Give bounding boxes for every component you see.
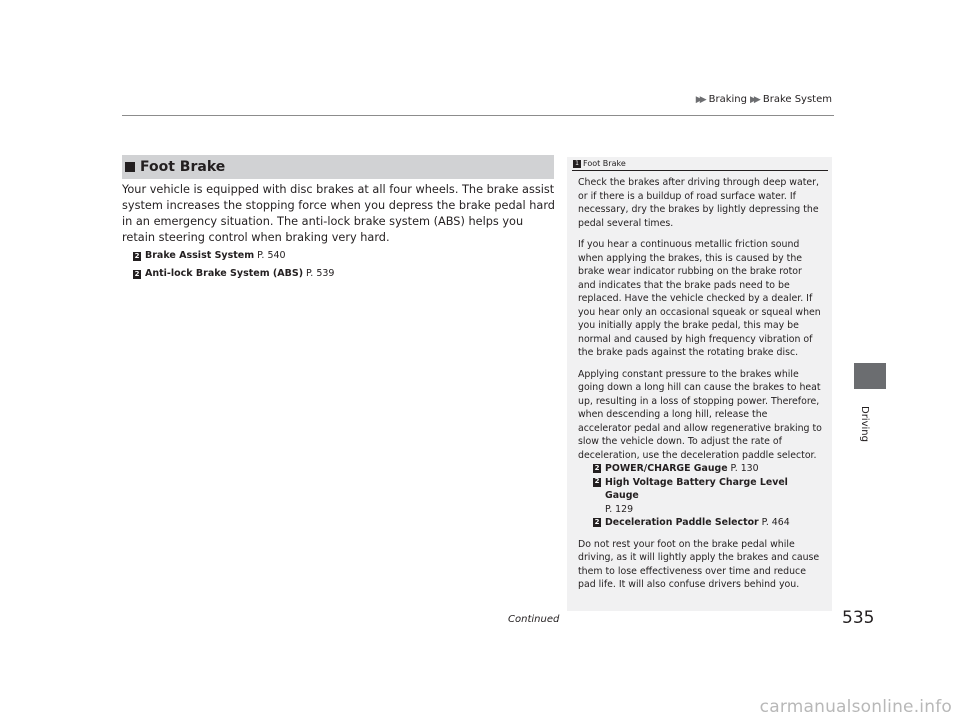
- xref-label: Brake Assist System: [145, 250, 255, 261]
- section-label: Driving: [859, 406, 870, 442]
- note-xref-paddle-selector[interactable]: [593, 516, 822, 530]
- xref-brake-assist[interactable]: [133, 249, 558, 263]
- xref-arrow-icon: 2: [594, 477, 600, 486]
- xref-page: P. 464: [761, 517, 790, 528]
- xref-arrow-icon: 2: [134, 252, 140, 260]
- continued-label: Continued: [508, 614, 560, 625]
- body-content: [122, 182, 558, 281]
- note-body: [578, 176, 822, 592]
- breadcrumb-brake-system[interactable]: Brake System: [762, 94, 832, 105]
- note-paragraph-1: Check the brakes after driving through deep water, or if there is a buildup of road surface water. If necessary, dry the brakes by lightly depressing the pedal several times.: [578, 177, 819, 229]
- xref-label: POWER/CHARGE Gauge: [605, 463, 728, 474]
- note-sidebar: [567, 157, 832, 611]
- breadcrumb: [695, 94, 832, 105]
- xref-page: P. 539: [306, 268, 335, 279]
- section-tab: [854, 363, 886, 389]
- page-number: 535: [842, 608, 875, 628]
- body-paragraph: Your vehicle is equipped with disc brakes at all four wheels. The brake assist system increases the stopping force when you depress the brake pedal hard in an emergency situation. The anti-lock brake system (ABS) helps you retain steering control when braking very hard.: [122, 183, 555, 244]
- xref-label: Anti-lock Brake System (ABS): [145, 268, 304, 279]
- watermark: carmanualsonline.info: [759, 697, 952, 717]
- xref-page: P. 129: [605, 503, 634, 515]
- heading-square-icon: [125, 162, 135, 172]
- xref-page: P. 130: [730, 463, 759, 474]
- note-xref-battery-gauge[interactable]: [593, 476, 822, 517]
- note-title: [573, 157, 832, 170]
- note-marker-icon: 1: [573, 160, 581, 168]
- breadcrumb-arrow-icon: ▶▶: [695, 94, 704, 105]
- note-title-text: Foot Brake: [583, 159, 626, 168]
- note-rule: [572, 170, 828, 171]
- header-rule: [122, 115, 834, 116]
- xref-arrow-icon: 2: [594, 463, 600, 472]
- note-paragraph-3: Applying constant pressure to the brakes while going down a long hill can cause the brakes to heat up, resulting in a loss of stopping power. Therefore, when descending a long hill, release the accelerator pedal and allow regenerative braking to slow the vehicle down. To adjust the rate of deceleration, use the deceleration paddle selector.: [578, 368, 822, 461]
- xref-arrow-icon: 2: [134, 270, 140, 278]
- xref-page: P. 540: [257, 250, 286, 261]
- xref-arrow-icon: 2: [594, 517, 600, 526]
- xref-abs[interactable]: [133, 267, 558, 281]
- xref-label: High Voltage Battery Charge Level Gauge: [605, 476, 788, 501]
- note-paragraph-4: Do not rest your foot on the brake pedal while driving, as it will lightly apply the brakes and cause them to lose effectiveness over time and reduce pad life. It will also confuse drivers behind you.: [578, 538, 820, 590]
- note-xref-power-charge[interactable]: [593, 462, 822, 476]
- note-paragraph-2: If you hear a continuous metallic friction sound when applying the brakes, this is caused by the brake wear indicator rubbing on the brake rotor and indicates that the brake pads need to be replaced. Have the vehicle checked by a dealer. If you hear only an occasional squeak or squeal when you initially apply the brake pedal, this may be normal and caused by high frequency vibration of the brake pads against the rotating brake disc.: [578, 239, 821, 358]
- breadcrumb-arrow-icon: ▶▶: [750, 94, 758, 105]
- xref-label: Deceleration Paddle Selector: [605, 517, 759, 528]
- breadcrumb-braking[interactable]: Braking: [708, 94, 747, 105]
- heading-title: Foot Brake: [140, 159, 226, 175]
- section-heading: [122, 155, 554, 179]
